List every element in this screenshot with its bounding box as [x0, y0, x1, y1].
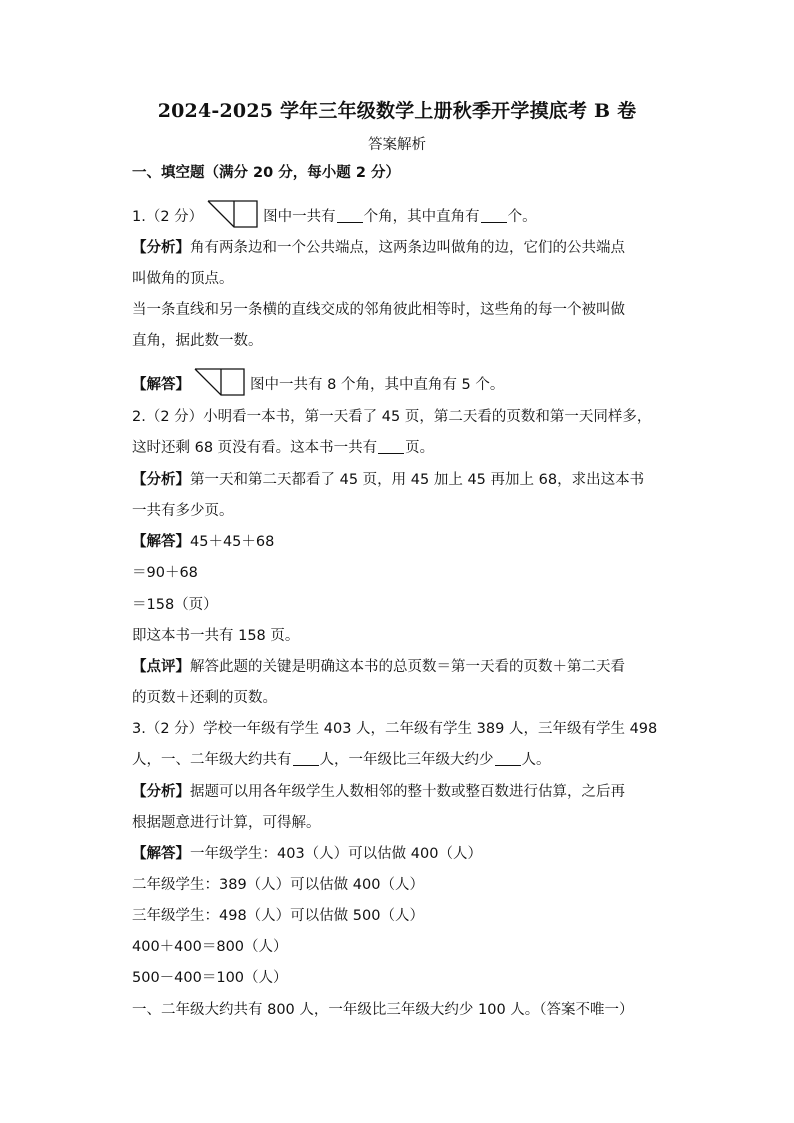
q1-analysis-line: 直角，据此数一数。 — [132, 333, 263, 349]
q2-answer-tag: 【解答】 — [132, 534, 190, 550]
q2-answer-line — [132, 532, 274, 552]
q3-answer-line: 400＋400＝800（人） — [132, 939, 288, 955]
q1-answer-text: 图中一共有 8 个角，其中直角有 5 个。 — [250, 377, 505, 393]
q3-answer-line — [132, 844, 482, 864]
q2-text-b: 页。 — [405, 440, 435, 456]
q2-analysis-line — [132, 470, 644, 490]
q1-question — [132, 200, 537, 234]
q1-prefix: 1.（2 分） — [132, 209, 204, 225]
q3-blank-2 — [495, 751, 521, 766]
q1-text-c: 个。 — [507, 209, 537, 225]
q1-analysis-line: 当一条直线和另一条横的直线交成的邻角彼此相等时，这些角的每一个被叫做 — [132, 302, 625, 318]
q1-analysis-line — [132, 238, 625, 258]
q1-blank-1 — [337, 208, 363, 223]
q1-answer-line — [132, 368, 504, 402]
q2-comment-line — [132, 657, 625, 677]
q3-answer-tag: 【解答】 — [132, 846, 190, 862]
q1-answer-figure-icon — [194, 368, 246, 402]
q2-blank — [378, 439, 404, 454]
section-heading: 一、填空题（满分 20 分，每小题 2 分） — [132, 165, 400, 181]
q2-comment-text: 解答此题的关键是明确这本书的总页数＝第一天看的页数＋第二天看 — [190, 659, 625, 675]
q2-answer-line: ＝158（页） — [132, 597, 218, 613]
q2-text-a: 这时还剩 68 页没有看。这本书一共有 — [132, 440, 378, 456]
q3-analysis-line: 根据题意进行计算，可得解。 — [132, 815, 321, 831]
page-title: 2024-2025 学年三年级数学上册秋季开学摸底考 B 卷 — [157, 100, 637, 122]
q2-analysis-line: 一共有多少页。 — [132, 503, 234, 519]
q1-analysis-tag: 【分析】 — [132, 240, 190, 256]
q2-answer-text: 45＋45＋68 — [190, 534, 275, 550]
q1-analysis-text: 角有两条边和一个公共端点，这两条边叫做角的边，它们的公共端点 — [190, 240, 625, 256]
q2-analysis-tag: 【分析】 — [132, 472, 190, 488]
q1-blank-2 — [481, 208, 507, 223]
q3-analysis-text: 据题可以用各年级学生人数相邻的整十数或整百数进行估算，之后再 — [190, 784, 625, 800]
q3-answer-line: 一、二年级大约共有 800 人，一年级比三年级大约少 100 人。（答案不唯一） — [132, 1002, 634, 1018]
q2-question-line: 2.（2 分）小明看一本书，第一天看了 45 页，第二天看的页数和第一天同样多， — [132, 409, 652, 425]
q2-answer-line: 即这本书一共有 158 页。 — [132, 628, 300, 644]
page-subtitle: 答案解析 — [368, 137, 426, 153]
q3-question-line: 3.（2 分）学校一年级有学生 403 人，二年级有学生 389 人，三年级有学生 498 — [132, 721, 658, 737]
q2-comment-line: 的页数＋还剩的页数。 — [132, 690, 277, 706]
q3-text-a: 人，一、二年级大约共有 — [132, 752, 292, 768]
q3-blank-1 — [293, 751, 319, 766]
q1-answer-tag: 【解答】 — [132, 377, 190, 393]
q2-analysis-text: 第一天和第二天都看了 45 页，用 45 加上 45 再加上 68，求出这本书 — [190, 472, 645, 488]
q3-analysis-line — [132, 782, 625, 802]
q3-answer-line: 二年级学生：389（人）可以估做 400（人） — [132, 877, 424, 893]
q2-answer-line: ＝90＋68 — [132, 565, 198, 581]
q1-figure-icon — [207, 200, 259, 234]
q2-question-line — [132, 438, 434, 458]
q3-answer-text: 一年级学生：403（人）可以估做 400（人） — [190, 846, 482, 862]
q3-text-b: 人，一年级比三年级大约少 — [319, 752, 494, 768]
q1-text-a: 图中一共有 — [263, 209, 336, 225]
q1-analysis-line: 叫做角的顶点。 — [132, 271, 234, 287]
q2-comment-tag: 【点评】 — [132, 659, 190, 675]
q3-answer-line: 三年级学生：498（人）可以估做 500（人） — [132, 908, 424, 924]
q3-answer-line: 500－400＝100（人） — [132, 970, 288, 986]
q3-analysis-tag: 【分析】 — [132, 784, 190, 800]
q3-question-line — [132, 750, 551, 770]
q1-text-b: 个角，其中直角有 — [363, 209, 480, 225]
q3-text-c: 人。 — [521, 752, 551, 768]
